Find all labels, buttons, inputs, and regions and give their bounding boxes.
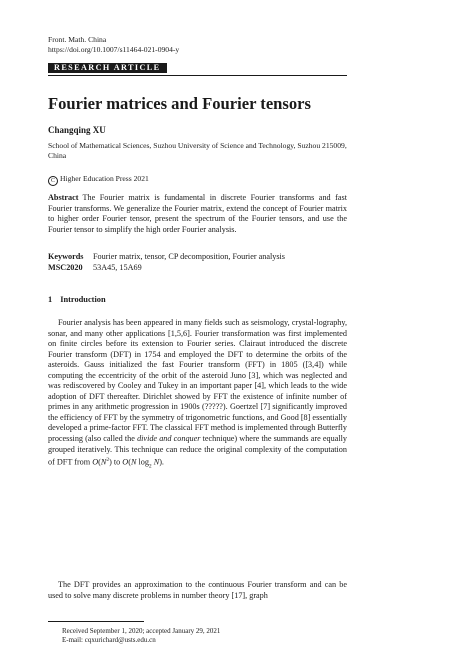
msc-line — [48, 263, 142, 274]
log-base: 2 — [148, 463, 152, 470]
paragraph-1: Fourier analysis has been appeared in many fields such as seismology, crystal-lography, sonar, and many other applications [1,5,6]. Fourier transformation was first implemented on finite circles before its extension to Fourier series. Clairaut introduced the discrete Fourier transform (DFT) in 1754 and employed the DFT to determine the orbits of the asteroids. Gauss initialized the fast Fourier transform (FFT) in 1805 ([3,4]) while computing the eccentricity of the orbit of the asteroid Juno [3], which was neglected and was rediscovered by Cooley and Tukey in an important paper [4], which leads to the wide adoption of DFT thereafter. Dirichlet showed by FFT the existence of infinite number of primes in any arithmetic progression in 1900s (?????). Goertzel [7] significantly improved the efficiency of FFT by the symmetry of trigonometric functions, and Good [8] essentially developed a prime-factor FFT. The classical FFT method is implemented through Butterfly processing (also called the divide and conquer technique) where the summands are equally grouped iteratively. This technique can reduce the original complexity of the computation of DFT from $O(N^2)$ to O(N $\log_2 N$). — [48, 318, 347, 470]
abstract — [48, 193, 347, 235]
section-title: Introduction — [60, 295, 106, 304]
paragraph-2: The DFT provides an approximation to the continuous Fourier transform and can be used to solve many discrete problems in number theory [17], graph — [48, 580, 347, 600]
journal-name: Front. Math. China — [48, 35, 107, 44]
abstract-text: The Fourier matrix is fundamental in discrete Fourier transforms and fast Fourier transforms. We generalize the Fourier matrix, extend the concept of Fourier matrix to higher order Fourier tensor, present the spectrum of the Fourier tensors, and use the Fourier tensor to simplify the high order Fourier analysis. — [48, 193, 347, 234]
abstract-label: Abstract — [48, 193, 79, 202]
msc-label: MSC2020 — [48, 263, 83, 272]
big-o-symbol: O — [122, 457, 129, 467]
research-article-banner: RESEARCH ARTICLE — [48, 63, 167, 73]
paragraph-1-to: to — [111, 457, 121, 467]
author-email[interactable]: E-mail: cqxurichard@usts.edu.cn — [62, 636, 156, 644]
copyright-line — [48, 174, 149, 186]
copyright-icon: C — [48, 176, 58, 186]
footnote-rule — [48, 621, 144, 622]
banner-rule — [48, 75, 347, 76]
received-date: Received September 1, 2020; accepted January 29, 2021 — [62, 627, 221, 635]
paragraph-1-end: . — [161, 457, 164, 467]
article-title: Fourier matrices and Fourier tensors — [48, 94, 311, 113]
doi-link[interactable]: https://doi.org/10.1007/s11464-021-0904-y — [48, 45, 180, 54]
section-number: 1 — [48, 295, 53, 304]
section-heading — [48, 294, 106, 305]
big-o-symbol: O — [92, 457, 99, 467]
copyright-text: Higher Education Press 2021 — [60, 174, 149, 183]
msc-text: 53A45, 15A69 — [93, 263, 142, 272]
keywords-label: Keywords — [48, 252, 84, 261]
variable-n: N — [100, 457, 107, 467]
keywords-text: Fourier matrix, tensor, CP decomposition, Fourier analysis — [93, 252, 285, 261]
paragraph-1-emphasis: divide and conquer — [137, 434, 201, 444]
keywords-line — [48, 252, 285, 263]
paragraph-1-text-b: technique) where the summands are equally grouped iteratively. This technique can reduce the original complexity of the computation of DFT from — [48, 434, 347, 467]
exponent: 2 — [106, 457, 110, 464]
author-name: Changqing XU — [48, 125, 106, 135]
author-affiliation: School of Mathematical Sciences, Suzhou University of Science and Technology, Suzhou 215009, China — [48, 141, 347, 160]
variable-n: N — [153, 457, 160, 467]
variable-n: N — [130, 457, 137, 467]
log-operator: log — [138, 457, 149, 467]
paragraph-1-text-a: Fourier analysis has been appeared in many fields such as seismology, crystal-lography, sonar, and many other applications [1,5,6]. Fourier transformation was first implemented on finite circles before its extension to Fourier series. Clairaut introduced the discrete Fourier transform (DFT) in 1754 and employed the DFT to determine the orbits of the asteroids. Gauss initialized the fast Fourier transform (FFT) in 1805 ([3,4]) while computing the eccentricity of the orbit of the asteroid Juno [3], which was neglected and was rediscovered by Cooley and Tukey in an important paper [4], which leads to the wide adoption of DFT thereafter. Dirichlet showed by FFT the existence of infinite number of primes in any arithmetic progression in 1900s (?????). Goertzel [7] significantly improved the efficiency of FFT by the symmetry of trigonometric functions, and Good [8] essentially developed a prime-factor FFT. The classical FFT method is implemented through Butterfly processing (also called the — [48, 318, 347, 444]
